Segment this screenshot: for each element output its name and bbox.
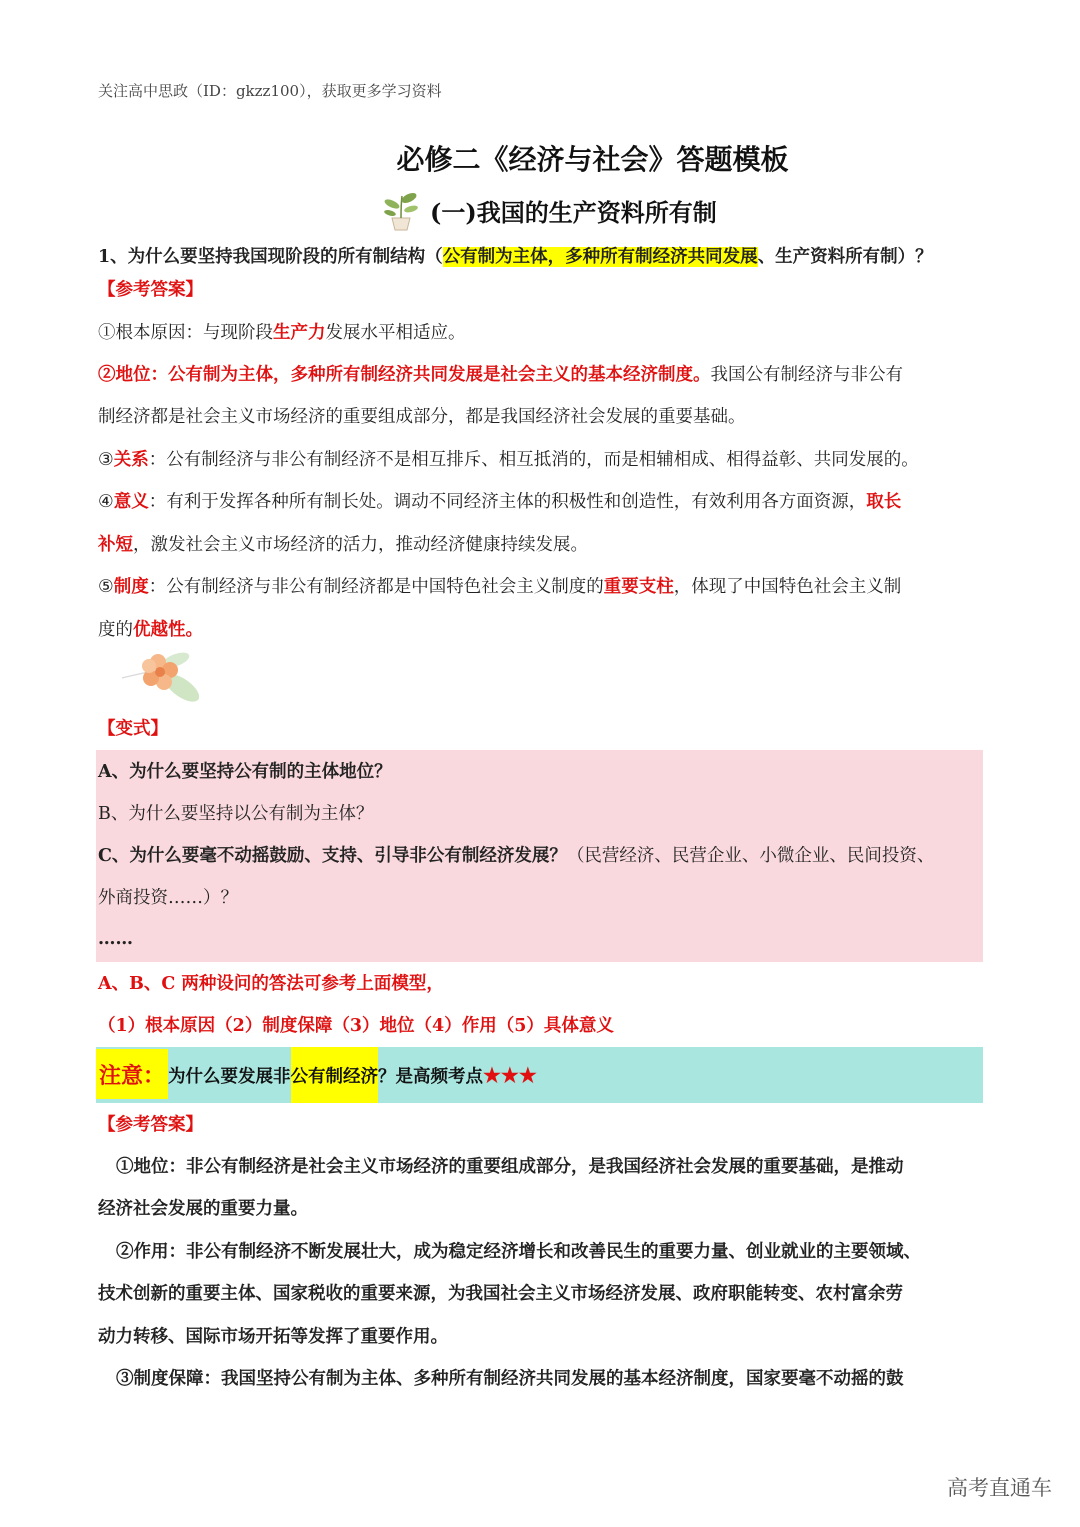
answer-1-point-4: ④意义：有利于发挥各种所有制长处。调动不同经济主体的积极性和创造性，有效利用各方面资源，取长 <box>98 492 902 512</box>
attention-label: 注意： <box>96 1049 168 1099</box>
reference-answer-label-2: 【参考答案】 <box>98 1115 203 1135</box>
answer-1-point-3: ③关系：公有制经济与非公有制经济不是相互排斥、相互抵消的，而是相辅相成、相得益彰、共同发展的。 <box>98 450 919 470</box>
page-title: 必修二《经济与社会》答题模板 <box>396 143 789 176</box>
answer-1-point-2: ②地位：公有制为主体，多种所有制经济共同发展是社会主义的基本经济制度。我国公有制经济与非公有 <box>98 365 903 385</box>
answer-2-point-1-cont: 经济社会发展的重要力量。 <box>98 1199 308 1219</box>
section-heading <box>378 188 717 232</box>
question-1: 1、为什么要坚持我国现阶段的所有制结构（公有制为主体，多种所有制经济共同发展、生产资料所有制）？ <box>98 247 933 267</box>
answer-1-point-5: ⑤制度：公有制经济与非公有制经济都是中国特色社会主义制度的重要支柱，体现了中国特色社会主义制 <box>98 577 902 597</box>
variant-a: A、为什么要坚持公有制的主体地位？ <box>98 762 392 782</box>
reference-answer-label: 【参考答案】 <box>98 280 203 300</box>
potted-plant-icon <box>378 188 424 232</box>
variant-label: 【变式】 <box>98 719 168 739</box>
answer-1-point-2-cont: 制经济都是社会主义市场经济的重要组成部分，都是我国经济社会发展的重要基础。 <box>98 407 746 427</box>
variant-ellipsis: …… <box>98 929 133 949</box>
answer-1-point-4-cont: 补短，激发社会主义市场经济的活力，推动经济健康持续发展。 <box>98 535 588 555</box>
answer-2-point-2-cont-2: 动力转移、国际市场开拓等发挥了重要作用。 <box>98 1327 448 1347</box>
answer-2-point-3: ③制度保障：我国坚持公有制为主体、多种所有制经济共同发展的基本经济制度，国家要毫不动摇的鼓 <box>116 1369 904 1389</box>
answer-2-point-2: ②作用：非公有制经济不断发展壮大，成为稳定经济增长和改善民生的重要力量、创业就业的主要领域、 <box>116 1242 921 1262</box>
watermark: 高考直通车 <box>947 1476 1052 1500</box>
variant-note-1: A、B、C 两种设问的答法可参考上面模型， <box>98 974 444 994</box>
answer-2-point-2-cont: 技术创新的重要主体、国家税收的重要来源，为我国社会主义市场经济发展、政府职能转变、农村富余劳 <box>98 1284 903 1304</box>
header-note: 关注高中思政（ID：gkzz100），获取更多学习资料 <box>98 82 442 100</box>
variant-b: B、为什么要坚持以公有制为主体？ <box>98 804 374 824</box>
stars-rating: ★★★ <box>483 1063 537 1087</box>
answer-1-point-5-cont: 度的优越性。 <box>98 620 203 640</box>
flower-icon <box>118 648 210 710</box>
variant-note-2: （1）根本原因（2）制度保障（3）地位（4）作用（5）具体意义 <box>98 1016 614 1036</box>
variant-c-cont: 外商投资……）？ <box>98 888 238 908</box>
attention-text: 为什么要发展非 公有制经济 ？是高频考点 ★★★ <box>168 1047 537 1103</box>
section-title: (一)我国的生产资料所有制 <box>430 197 717 227</box>
answer-1-point-1: ①根本原因：与现阶段生产力发展水平相适应。 <box>98 323 466 343</box>
variant-c: C、为什么要毫不动摇鼓励、支持、引导非公有制经济发展？（民营经济、民营企业、小微企业、民间投资、 <box>98 846 935 866</box>
answer-2-point-1: ①地位：非公有制经济是社会主义市场经济的重要组成部分，是我国经济社会发展的重要基础，是推动 <box>116 1157 904 1177</box>
